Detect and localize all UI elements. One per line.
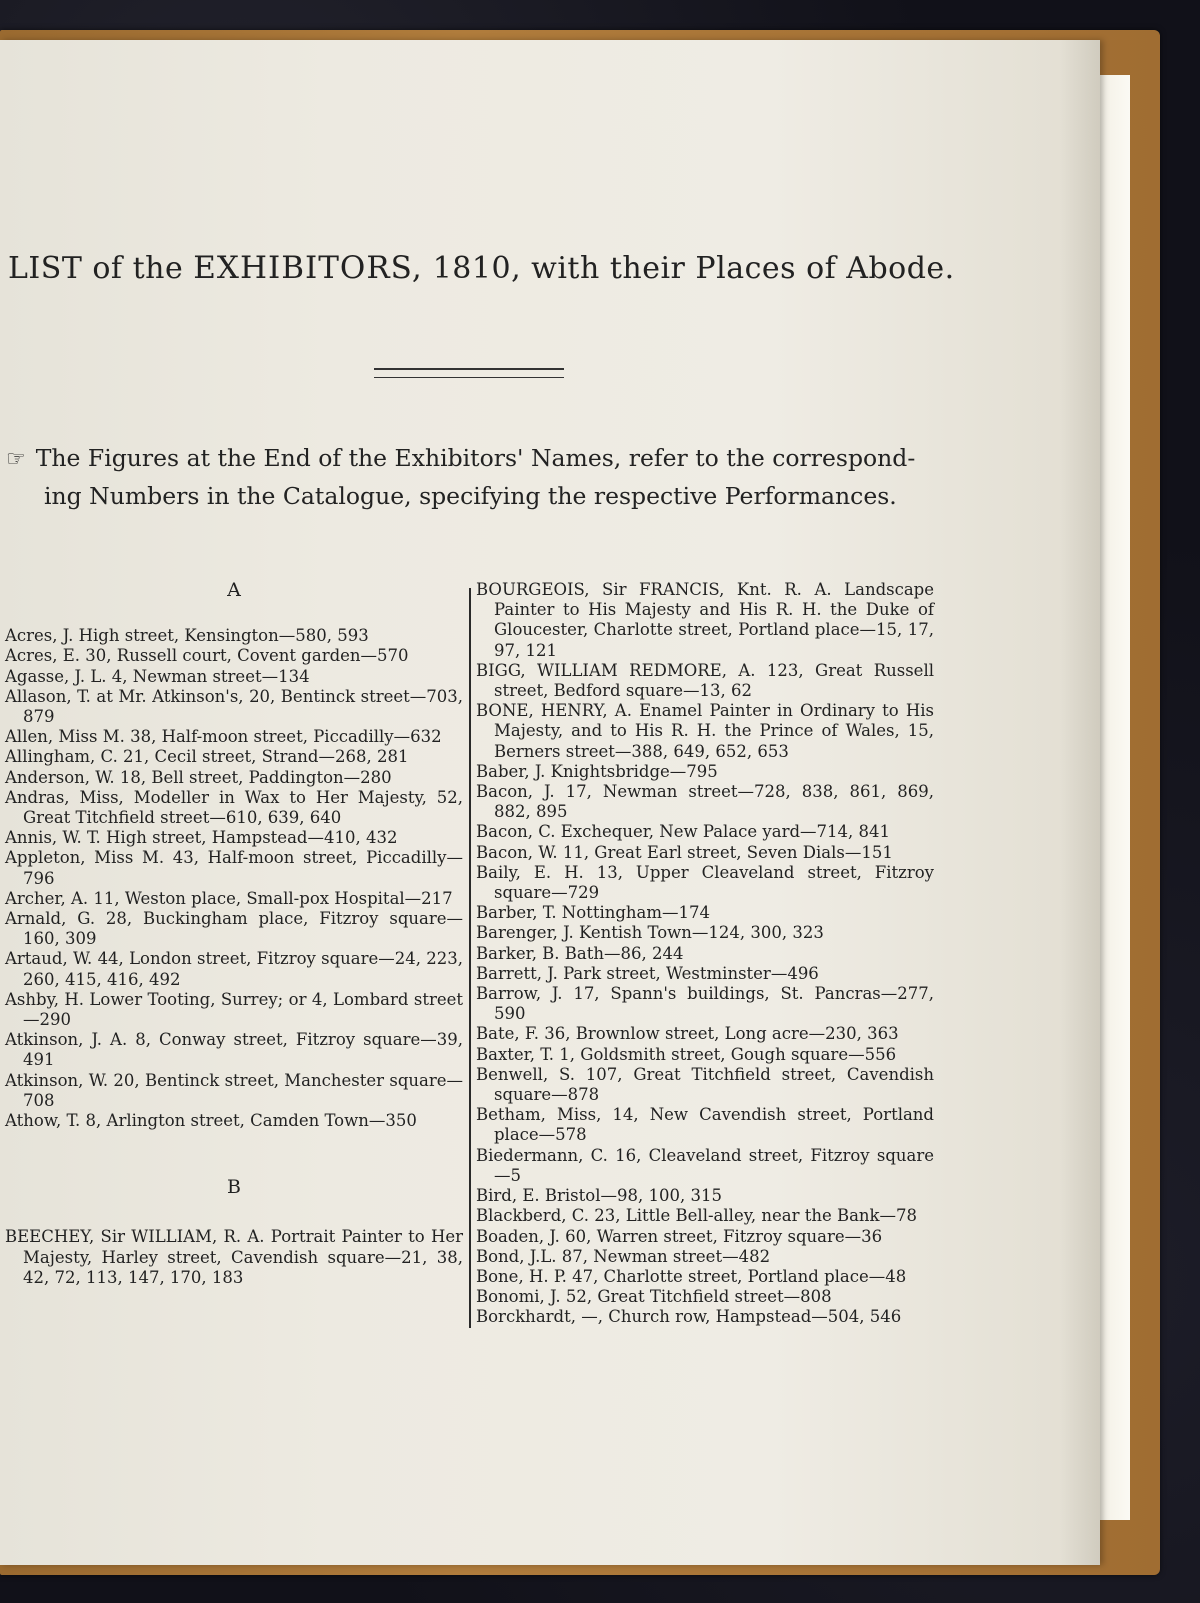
entries-b-list [5, 1227, 463, 1288]
exhibitor-entry: Bird, E. Bristol—98, 100, 315 [476, 1186, 722, 1206]
exhibitor-entry: Benwell, S. 107, Great Titchfield street, Cavendish square—878 [476, 1064, 934, 1105]
exhibitor-entry: Bond, J.L. 87, Newman street—482 [476, 1246, 771, 1266]
spacer [5, 1131, 463, 1177]
exhibitor-entry: Acres, J. High street, Kensington—580, 593 [5, 626, 369, 646]
exhibitor-entry: Allason, T. at Mr. Atkinson's, 20, Bentinck street—703, 879 [5, 686, 463, 727]
exhibitor-entry: Allen, Miss M. 38, Half-moon street, Piccadilly—632 [5, 727, 442, 747]
exhibitor-entry: Acres, E. 30, Russell court, Covent garden—570 [5, 646, 409, 666]
exhibitor-entry: Agasse, J. L. 4, Newman street—134 [5, 666, 310, 686]
entries-a-list [5, 626, 463, 1131]
left-column [5, 580, 463, 1288]
exhibitor-entry: Bacon, W. 11, Great Earl street, Seven Dials—151 [476, 842, 893, 862]
section-letter-a: A [227, 579, 241, 601]
exhibitor-entry: Allingham, C. 21, Cecil street, Strand—268, 281 [5, 747, 409, 767]
title-caps: EXHIBITORS, [193, 250, 423, 286]
entries-right-list [476, 580, 934, 1328]
exhibitor-entry: Artaud, W. 44, London street, Fitzroy square—24, 223, 260, 415, 416, 492 [5, 949, 463, 989]
exhibitor-entry: BIGG, WILLIAM REDMORE, A. 123, Great Russell street, Bedford square—13, 62 [476, 660, 934, 701]
exhibitor-entry: Betham, Miss, 14, New Cavendish street, Portland place—578 [476, 1105, 934, 1145]
column-divider [469, 588, 471, 1328]
exhibitor-entry: Andras, Miss, Modeller in Wax to Her Majesty, 52, Great Titchfield street—610, 639, 640 [5, 787, 463, 828]
section-letter-b: B [227, 1176, 241, 1199]
exhibitor-entry: Blackberd, C. 23, Little Bell-alley, near the Bank—78 [476, 1206, 918, 1226]
title-part-2: 1810, with their Places of Abode. [422, 251, 955, 286]
exhibitor-entry: Archer, A. 11, Weston place, Small-pox Hospital—217 [5, 888, 453, 908]
title-part-1: LIST of the [8, 251, 194, 286]
exhibitor-entry: Borckhardt, —, Church row, Hampstead—504, 546 [476, 1307, 902, 1327]
exhibitor-entry: Athow, T. 8, Arlington street, Camden Town—350 [5, 1111, 417, 1131]
exhibitor-entry: Bacon, J. 17, Newman street—728, 838, 861, 869, 882, 895 [476, 782, 934, 822]
exhibitor-entry: Baber, J. Knightsbridge—795 [476, 761, 718, 781]
exhibitor-entry: Arnald, G. 28, Buckingham place, Fitzroy square—160, 309 [5, 909, 463, 949]
page-title [8, 250, 1008, 286]
pointing-hand-icon: ☞ [6, 447, 26, 472]
note-line-2: ing Numbers in the Catalogue, specifying the respective Performances. [44, 482, 897, 510]
exhibitor-entry: Bate, F. 36, Brownlow street, Long acre—230, 363 [476, 1024, 899, 1044]
exhibitor-entry: Anderson, W. 18, Bell street, Paddington—280 [5, 767, 392, 787]
exhibitor-entry: Atkinson, J. A. 8, Conway street, Fitzroy square—39, 491 [5, 1030, 463, 1070]
exhibitor-entry: Barrow, J. 17, Spann's buildings, St. Pancras—277, 590 [476, 984, 934, 1024]
exhibitor-entry: Ashby, H. Lower Tooting, Surrey; or 4, Lombard street—290 [5, 989, 463, 1030]
exhibitor-entry: Barker, B. Bath—86, 244 [476, 943, 684, 963]
exhibitor-entry: Atkinson, W. 20, Bentinck street, Manchester square—708 [5, 1070, 463, 1110]
exhibitor-entry: BOURGEOIS, Sir FRANCIS, Knt. R. A. Landscape Painter to His Majesty and His R. H. the Duke of Gloucester, Charlotte street, Portland place—15, 17, 97, 121 [476, 580, 934, 660]
exhibitor-entry: BEECHEY, Sir WILLIAM, R. A. Portrait Painter to Her Majesty, Harley street, Cavendish square—21, 38, 42, 72, 113, 147, 170, 183 [5, 1227, 463, 1287]
exhibitor-entry: BONE, HENRY, A. Enamel Painter in Ordinary to His Majesty, and to His R. H. the Prince of Wales, 15, Berners street—388, 649, 652, 653 [476, 701, 934, 761]
note-line-1: The Figures at the End of the Exhibitors' Names, refer to the correspond- [35, 444, 916, 472]
exhibitor-entry: Annis, W. T. High street, Hampstead—410, 432 [5, 828, 398, 848]
exhibitor-entry: Bonomi, J. 52, Great Titchfield street—808 [476, 1287, 832, 1307]
spacer [5, 600, 463, 626]
spacer [5, 1197, 463, 1227]
ornamental-rule [374, 368, 564, 378]
exhibitor-entry: Baxter, T. 1, Goldsmith street, Gough square—556 [476, 1044, 897, 1064]
exhibitor-entry: Baily, E. H. 13, Upper Cleaveland street, Fitzroy square—729 [476, 862, 934, 903]
exhibitor-entry: Appleton, Miss M. 43, Half-moon street, Piccadilly—796 [5, 848, 463, 888]
exhibitor-entry: Barber, T. Nottingham—174 [476, 903, 711, 923]
right-column [476, 580, 934, 1328]
page-shadow [1060, 40, 1100, 1565]
exhibitor-entry: Barrett, J. Park street, Westminster—496 [476, 963, 819, 983]
exhibitor-entry: Boaden, J. 60, Warren street, Fitzroy square—36 [476, 1226, 883, 1246]
exhibitor-entry: Barenger, J. Kentish Town—124, 300, 323 [476, 923, 824, 943]
explanatory-note [6, 440, 946, 514]
exhibitor-entry: Bacon, C. Exchequer, New Palace yard—714, 841 [476, 822, 890, 842]
exhibitor-entry: Biedermann, C. 16, Cleaveland street, Fitzroy square—5 [476, 1145, 934, 1185]
exhibitor-entry: Bone, H. P. 47, Charlotte street, Portland place—48 [476, 1266, 907, 1286]
